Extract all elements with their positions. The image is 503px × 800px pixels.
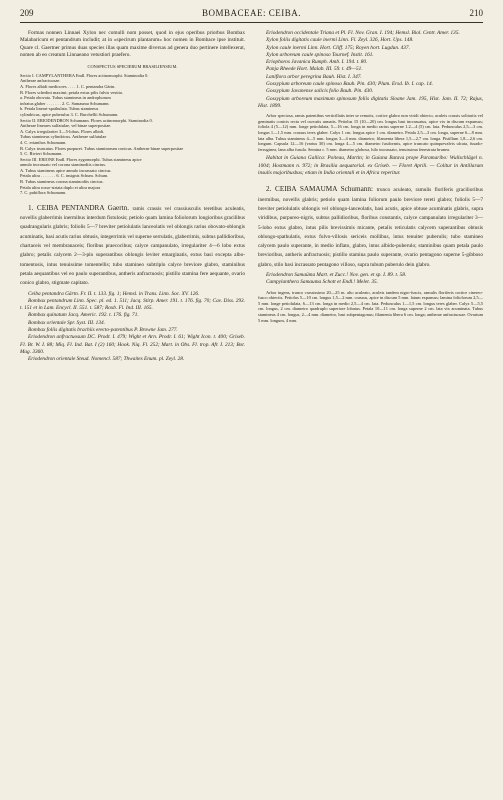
species-1-diagnosis: ramis crassis vel crassiusculis teretibus aculeatis, novellis glaberrimis inermibus interdum fistulosis; petiolo quam lamina foliolorum longioribus gracilibus quadrangularis glabris; foliolis 5—7 breviter petiolulatis lanceolatis vel oblongis rarius obovato-oblongis acuminatis, basi acutis rarius obtusis, integerrimis vel superne serrulatis, glaberrimis, subtus pallidioribus, chartaceis vel membranaceis; floribus praecocibus; calyce campanulato, irregulariter 4—6 lobo extus glabro; petalis calycem 2—3-plo superantibus oblongis leviter emarginatis, extus basi excepta albo-tomentosis, intus tenuissime tomentellis; tubo stamineo subtriplo calyce breviore glabro, staminibus petala aequantibus vel eo paulo superantibus, antheris anfractuosis; pistillo stamina fere aequante, ovario conico glabro, stigmate capitato.	[20, 205, 245, 287]
synonym-entry: Eriodendron orientale Steud. Nomencl. 587; Thwaites Enum. pl. Zeyl. 28.	[28, 356, 185, 363]
key-line: A. Flores albidi mediocres . . . . 1. C. pentandra Gärtn.	[20, 83, 116, 89]
synonym-entry: Eriodendron Samaüma Mart. et Zucc.! Nov. gen. et sp. I. 89. t. 58.	[266, 271, 407, 278]
key-line: B. Tubus stamineus corona staminodiis cinctus.	[20, 179, 104, 185]
synonym-entry: Bombax pentandrum Linn. Spec. pl. ed. 1. 511; Jacq. Stirp. Amer. 191. t. 176. fig. 70; Cav. Diss. 293. t. 151 et in Lam. Encycl. II. 551. t. 587; Roxb. Fl. Ind. III. 165.	[20, 297, 245, 312]
species-key	[20, 73, 245, 196]
synonym-entry: Gossypium arboreum caule spinoso Bauh. Pin. 430; Plum. Ersd. Ib. I. cap. 14.	[266, 81, 433, 88]
left-column	[20, 30, 245, 363]
key-line: B. Calyx truncatus. Flores purpurei. Tubus staminorum conicus. Antherae binae superpositae	[20, 145, 184, 151]
key-line: 5. C. Rivieri Schumann.	[20, 151, 63, 157]
synonym-entry: Campylanthera Samauma Schott et Endl.! Melet. 35.	[266, 279, 378, 286]
conspectus-title: CONSPECTUS SPECIERUM BRASILIENSIUM.	[87, 64, 178, 70]
page-number-right: 210	[469, 8, 483, 18]
key-line: 4. C. erianthos Schumann.	[20, 139, 67, 145]
key-line: Petala ultra . . . . . . . 6. C. insignis Schum. Schum.	[20, 173, 109, 179]
synonym-entry: Eriophoros Javanica Rumph. Amb. I. 194. t. 80.	[266, 59, 368, 66]
synonym-entry: Laniflora arbor peregrina Bauh. Hist. I. 347.	[266, 73, 362, 80]
key-line: a. Petala obovata. Tubus stamineus in androphorum	[20, 95, 111, 101]
key-line: Antherae lineares sulfatulae, vel binae superpositae.	[20, 123, 112, 129]
key-line: b. Petala lineari-spathulata. Tubus stamineus	[20, 106, 99, 112]
key-line: annulo incrassato vel corona staminodiis cinctus.	[20, 162, 107, 168]
species-2-diagnosis: trunco aculeato, ramulis floriferis gracilioribus inermibus, novellis glabris; petiolo quam lamina foliorum paulo breviore tereti glabro; foliolis 5—7 breviter petiolulatis oblongis vel oblongo-lanceolatis, basi acutis, apice obtuse acuminatis glabris, supra viridibus, purpureo-nigris, subtus pallidioribus, floribus constantis, calyce campanulato irregulariter 3—5-lobo extus glabro, intus pilis brevissimis micante, petalis reticulatis calycem superantibus obtusis oblongo-spathulatis, extus fulvo-villosis sericeis mollibus, intus tenuiter puberulis; tubo stamineo calycem paulo superante, in medio inflato, glabro, intus albido-puberulo; staminibus quam petala paulo brevioribus, antheris anfractuosis; pistillo stamina paulo superante, ovario pentagono superne 5-gibboso glabro, stilo basi incrassato pentagono villoso, supra tubum puberulo dein glabro.	[258, 187, 483, 268]
key-line: 7. C. pubiflora Schumann.	[20, 190, 67, 196]
species-2-title: 2. CEIBA SAMAUMA Schumann:	[266, 185, 373, 194]
key-line: A. Calyx irregulariter 3—5-lobus. Flores albidi.	[20, 128, 105, 134]
synonym-entry: Xylon foliis digitatis caule inermi Linn. Fl. Zeyl. 326, Hort. Ups. 148.	[266, 37, 414, 44]
key-line: Antherae anfractuosae.	[20, 78, 61, 84]
synonym-entry: Eriodendron occidentale Triana et Pl. Fl. Nov. Gran. I. 194; Hemsl. Biol. Centr. Amer. 135.	[266, 30, 460, 36]
synonym-entry: Eriodendron anfractuosum DC. Prodr. I. 479; Wight et Arn. Prodr. I. 61; Wight Icon. t. 400; Griseb. Fl. Br. W. I. 88; Miq. Fl. Ind. Bat. I (2) 160; Hook. Niq. Fl. 252; Mart. in Obs. Fl. trop. Afr. I. 213; Bot. Mag. 3360.	[20, 334, 245, 355]
intro-paragraph: Formas nonnen Linnaei Xylon nec comulli nom posset, quod in ejus operibus priorbus Bombax Malabaricum et pentandrum includit; at in »specirum plantarum« hoc nomen in Bombace ipse instituit. Quare cl. Gaertner primus duas species illas quam maxime diversas ad genera duo pertinere intellexerat, nomen ab eo creatum Linnaeano vetustiori praefero.	[20, 30, 245, 58]
synonym-entry: Gossypium arboreum maximum spinosum foliis digitatis Sloane Jam. 195, Hist. Jam. II. 72; Rajus, Hist. 1899.	[258, 95, 483, 109]
header-rule	[20, 22, 483, 23]
key-line: Sectio I. CAMPYLANTHERA Endl. Flores actinomorphi. Staminodia 0.	[20, 72, 149, 78]
synonym-entry: Ceiba pentandra Gärtn. Fr. II. t. 133. fig. 1; Hemsl. in Trans. Linn. Soc. XV. 126.	[28, 290, 200, 297]
species-1-title: 1. CEIBA PENTANDRA Gaertn.	[28, 203, 130, 212]
key-line: infratus glaber . . . . . . . 2. C. Samauma Schumann.	[20, 100, 110, 106]
synonym-entry: Bombax foliis digitatis brachiis erecto-patentibus P. Browne Jam. 277.	[28, 327, 178, 333]
running-header	[20, 8, 483, 22]
key-line: Sectio II. ERIODENDRON Schumann. Flores actinomorphi. Staminodia 0.	[20, 117, 153, 123]
key-line: A. Tubus stamineus apice annulo incrassato cinctus.	[20, 167, 112, 173]
running-title: BOMBACEAE: CEIBA.	[201, 8, 301, 18]
key-line: Tubus stamineus cylindricus. Antherae sulfatulae	[20, 134, 107, 140]
key-line: Sectio III. ERIONE Endl. Flores zygomorphi. Tubus stamineus apice	[20, 156, 142, 162]
right-column	[258, 30, 483, 323]
synonym-entry: Bombax orientale Spr. Syst. III. 134.	[28, 319, 105, 326]
key-line: B. Flores schedini maximi; petala extus pilis fulvis vestita.	[20, 89, 123, 95]
synonym-entry: Panja Rheede Hort. Malab. III. 59. t. 49—51.	[266, 66, 363, 73]
synonym-entry: Bombax quinatum Jacq. Americ. 192. t. 176. fig. 71.	[28, 312, 139, 319]
species-1-heading	[20, 204, 245, 288]
key-line: Petala ultra rosso-striata duplo et ultra majora	[20, 184, 101, 190]
description-paragraph: Arbor speciosa, ramis patentibus verticillatis inter se remotis, cortice glabro non viridi obtecto, aculeis crassis solitariis vel geminatis conicis recta vel curvatis armatis. Petiolus 15 (10—20) cm. longus basi incrassatus, apice vix in discum expansus; foliola 4 (5—12) mm. longe petiolulata, 5—16 cm. longa in medio rarius superne 1.2—4 (5) cm. lata. Pedunculus 2,5—3 cm. longus 1—1,5 mm. crassus teres glaber. Calyx 1 cm. longus apice 1 cm. diametro. Petala 2,5—3 cm. longa, superne 6—8 mm. lata alba. Tubus stamineus 4—5 mm. longus 3—4 mm. diametro; filamenta libera 1,5—2,7 cm. longa. Pistillum 1,8—2,6 cm. longum. Capsula 12—16 (varius 30) cm. longa 4—5 cm. diametro fusiformis, apice truncato quinquevalvis ulcata, fusado-ferruginea, lana alba fusula. Semina c. 5 mm. diametro globosa, hilo incrassato, tenuissima fenestrata brunea.	[258, 113, 483, 152]
synonym-entry: Xylon caule inermi Linn. Hort. Cliff. 175; Royen hort. Lugdun. 437.	[266, 44, 410, 51]
synonym-entry: Gossypium Javanense salicis folio Bauh. Pin. 430.	[266, 88, 374, 95]
description-paragraph: Arbor ingens, trunco crassissimo 20—25 m. alto aculeato, aculeis tandem nigro-fuscis, ramulis floriferis cortice cinereo-fusco obtectis. Petiolus 5—10 cm. longus 1,5—2 mm. crassus, apice in discum 5 mm. latum expansus; lamina foliolorum 2,5—5 mm. longe petiolulata, 6—13 cm. longa in medio 2,5—4 cm. lata. Pedunculus 1—1,5 cm. longus teres glaber. Calyx 5—5,5 cm. longus, 2 cm. diametro quadruplo superiore lobatus. Petala 10—11 cm. longa superne 2 cm. lata vix acuminata. Tubus stamineus 4 cm. longus, 2—4 mm. diametro, basi subpentagonus; filamenta libera 6 cm. longa; antherae anfractuosae. Ovarium 5 mm. longum, 4 mm.	[258, 289, 483, 323]
species-2-heading	[258, 185, 483, 269]
habitat-paragraph: Habitat in Guiana Gallica: Poiteau, Martin; in Guiana Batava prope Paramaribo: Wullschlägel n. 1004; Hostmann n. 972; in Brasilia aequatorial. ex Griseb. — Floret Aprili. — Colitur in Antillarum insulis majoribusbus; etiam in India orientali et in Africa reperitur.	[258, 155, 483, 177]
page-number-left: 209	[20, 8, 34, 18]
synonym-entry: Xylon arboreum caule spinoso Tournef. Instit. 161.	[266, 51, 374, 58]
key-line: cylindricus, apice puberulus 3. C. Burchellii Schumann.	[20, 111, 119, 117]
